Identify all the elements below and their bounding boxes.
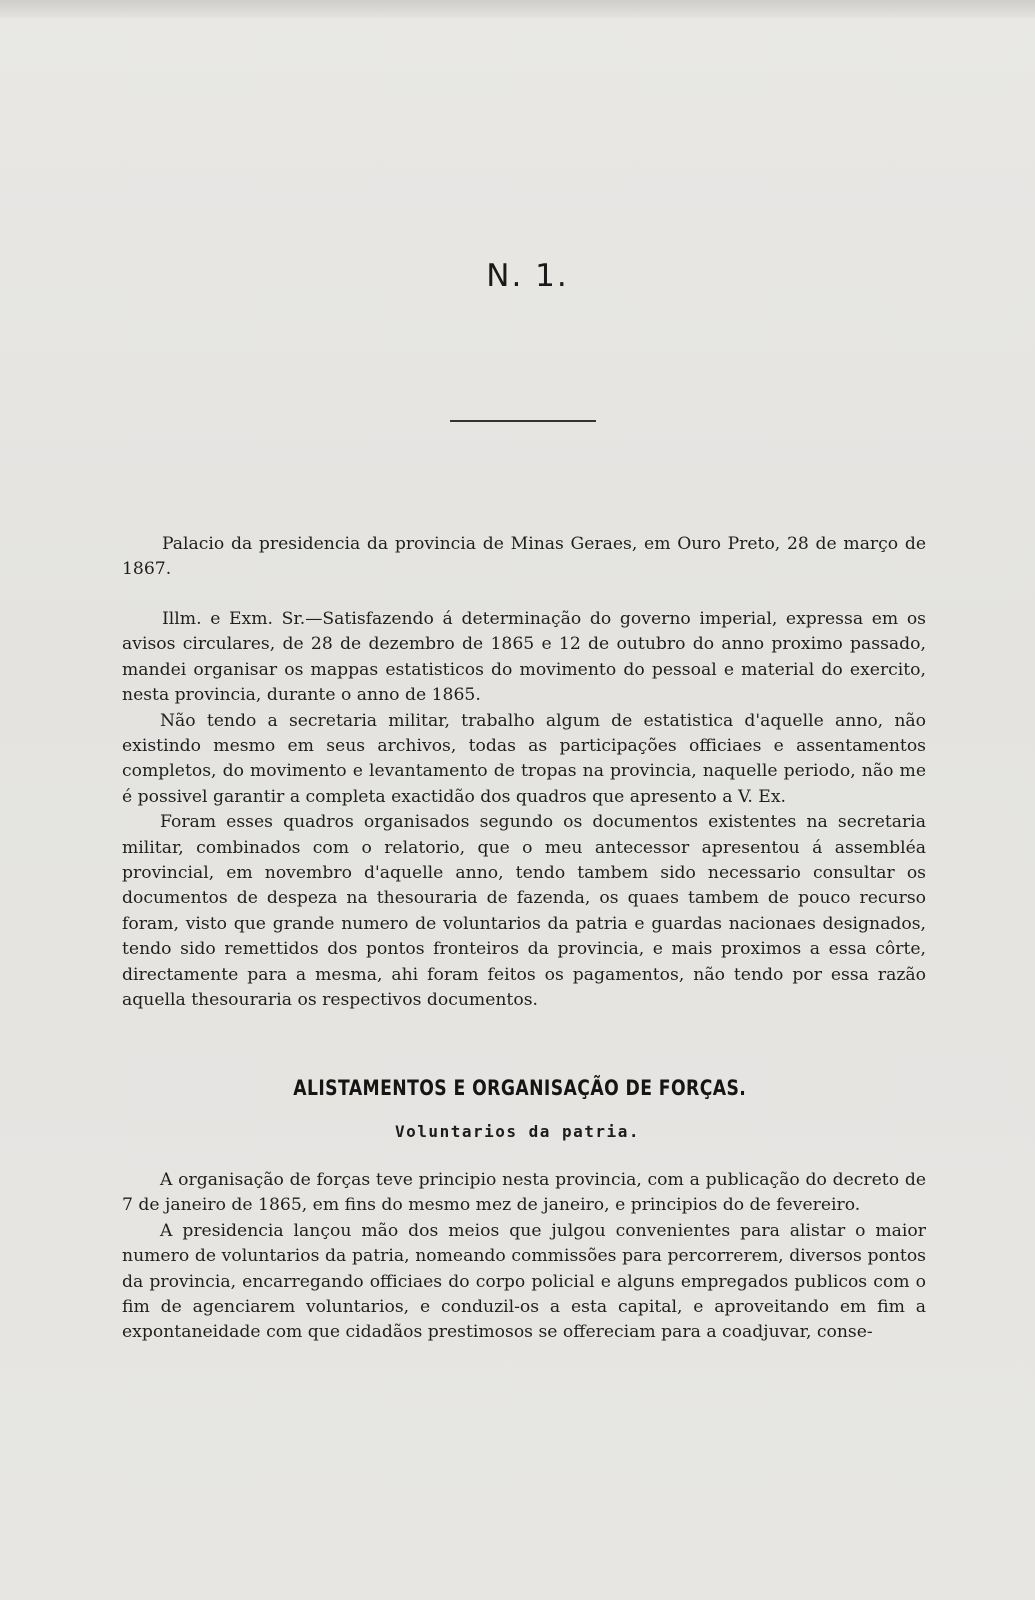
- document-number-heading: N. 1.: [486, 258, 569, 294]
- subsection-title: Voluntarios da patria.: [395, 1122, 640, 1141]
- letter-paragraph-2: Não tendo a secretaria militar, trabalho algum de estatistica d'aquelle anno, não existindo mesmo em seus archivos, todas as participações officiaes e assentamentos completos, do movimento e levantamento de tropas na provincia, naquelle periodo, não me é possivel garantir a completa exactidão dos quadros que apresento a V. Ex.: [122, 710, 926, 807]
- dateline: [122, 532, 926, 583]
- letter-body: [122, 607, 926, 1014]
- heading-divider: [450, 420, 596, 422]
- section-title: ALISTAMENTOS E ORGANISAÇÃO DE FORÇAS.: [293, 1076, 747, 1100]
- letter-paragraph-3: Foram esses quadros organisados segundo os documentos existentes na secretaria militar, combinados com o relatorio, que o meu antecessor apresentou á assembléa provincial, em novembro d'aquelle anno, tendo tambem sido necessario consultar os documentos de despeza na thesouraria de fazenda, os quaes tambem de pouco recurso foram, visto que grande numero de voluntarios da patria e guardas nacionaes designados, tendo sido remettidos dos pontos fronteiros da provincia, e mais proximos a essa côrte, directamente para a mesma, ahi foram feitos os pagamentos, não tendo por essa razão aquella thesouraria os respectivos documentos.: [122, 812, 926, 1011]
- letter-paragraph-1: Illm. e Exm. Sr.—Satisfazendo á determinação do governo imperial, expressa em os avisos circulares, de 28 de dezembro de 1865 e 12 de outubro do anno proximo passado, mandei organisar os mappas estatisticos do movimento do pessoal e material do exercito, nesta provincia, durante o anno de 1865.: [122, 609, 926, 706]
- section-paragraph-1: A organisação de forças teve principio nesta provincia, com a publicação do decreto de 7 de janeiro de 1865, em fins do mesmo mez de janeiro, e principios do de fevereiro.: [122, 1170, 926, 1216]
- section-paragraph-2: A presidencia lançou mão dos meios que julgou convenientes para alistar o maior numero de voluntarios da patria, nomeando commissões para percorrerem, diversos pontos da provincia, encarregando officiaes do corpo policial e alguns empregados publicos com o fim de agenciarem voluntarios, e conduzil-os a esta capital, e aproveitando em fim a expontaneidade com que cidadãos prestimosos se offereciam para a coadjuvar, conse-: [122, 1220, 926, 1343]
- section-body: [122, 1168, 926, 1346]
- dateline-text: Palacio da presidencia da provincia de Minas Geraes, em Ouro Preto, 28 de março de 1867.: [122, 534, 926, 580]
- page-top-edge: [0, 0, 1035, 18]
